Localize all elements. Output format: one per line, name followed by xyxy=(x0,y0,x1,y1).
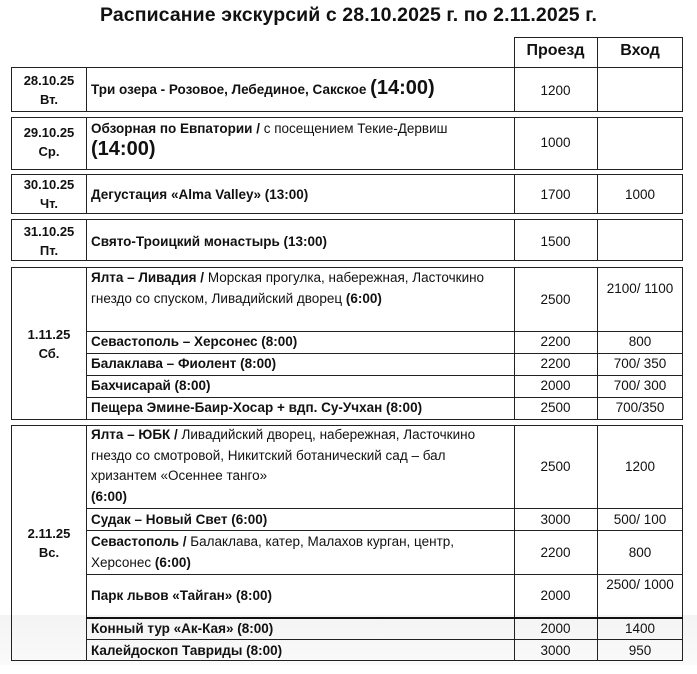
day-date: 31.10.25 Пт. xyxy=(23,224,75,258)
excursion-name: Дегустация «Alma Valley» (13:00) xyxy=(91,187,309,202)
entry-price: 700/ 350 xyxy=(613,356,667,371)
travel-price: 1700 xyxy=(540,187,571,202)
day-date: 1.11.25 Сб. xyxy=(27,327,71,361)
entry-price: 1400 xyxy=(624,621,656,636)
excursion-name: Севастополь – Херсонес (8:00) xyxy=(91,334,298,349)
travel-price: 1000 xyxy=(540,135,571,150)
excursion-name: Ялта – Ливадия / Морская прогулка, набережная, Ласточкино гнездо со спуском, Ливадийский дворец (6:00) xyxy=(91,270,485,306)
travel-price: 3000 xyxy=(540,512,571,527)
travel-price: 2000 xyxy=(540,621,571,636)
day-date: 28.10.25 Вт. xyxy=(23,73,75,107)
day-date: 30.10.25 Чт. xyxy=(23,177,75,211)
day-date: 29.10.25 Ср. xyxy=(23,125,75,159)
entry-price: 2500/ 1000 xyxy=(606,577,674,592)
excursion-name: Свято-Троицкий монастырь (13:00) xyxy=(91,234,328,249)
travel-price: 2200 xyxy=(540,545,571,560)
excursion-name: Бахчисарай (8:00) xyxy=(91,378,211,393)
excursion-name: Судак – Новый Свет (6:00) xyxy=(91,512,268,527)
travel-price: 2500 xyxy=(540,459,571,474)
entry-price: 2100/ 1100 xyxy=(606,281,674,296)
entry-price: 700/350 xyxy=(615,400,665,415)
travel-price: 2500 xyxy=(540,400,571,415)
excursion-name: Пещера Эмине-Баир-Хосар + вдп. Су-Учхан (8:00) xyxy=(91,400,423,415)
page-title: Расписание экскурсий с 28.10.2025 г. по 2.11.2025 г. xyxy=(99,4,598,26)
excursion-name: Обзорная по Евпатории / с посещением Текие-Дервиш (14:00) xyxy=(91,121,448,160)
excursion-name: Парк львов «Тайган» (8:00) xyxy=(91,588,273,603)
travel-price: 2000 xyxy=(540,378,571,393)
travel-price: 2200 xyxy=(540,356,571,371)
travel-price: 2000 xyxy=(540,588,571,603)
entry-price: 800 xyxy=(628,334,652,349)
excursion-name: Три озера - Розовое, Лебединое, Сакское (14:00) xyxy=(91,77,435,99)
excursion-name: Конный тур «Ак-Кая» (8:00) xyxy=(91,621,274,636)
day-date: 2.11.25 Вс. xyxy=(27,526,71,560)
travel-price: 1200 xyxy=(540,83,571,98)
travel-price: 1500 xyxy=(540,234,571,249)
entry-price: 700/ 300 xyxy=(613,378,667,393)
excursion-name: Калейдоскоп Тавриды (8:00) xyxy=(91,643,283,658)
entry-price: 1000 xyxy=(624,187,656,202)
travel-price: 2500 xyxy=(540,292,571,307)
entry-price: 1200 xyxy=(624,459,656,474)
excursion-name: Ялта – ЮБК / Ливадийский дворец, набережная, Ласточкино гнездо со смотровой, Никитский ботанический сад – бал хризантем «Осеннее танго» (6:00) xyxy=(91,427,476,504)
header-travel: Проезд xyxy=(526,42,585,59)
excursion-name: Севастополь / Балаклава, катер, Малахов курган, центр, Херсонес (6:00) xyxy=(91,534,455,570)
header-entry: Вход xyxy=(620,42,660,59)
entry-price: 500/ 100 xyxy=(613,512,667,527)
entry-price: 800 xyxy=(628,545,652,560)
entry-price: 950 xyxy=(628,643,652,658)
travel-price: 2200 xyxy=(540,334,571,349)
travel-price: 3000 xyxy=(540,643,571,658)
excursion-name: Балаклава – Фиолент (8:00) xyxy=(91,356,277,371)
